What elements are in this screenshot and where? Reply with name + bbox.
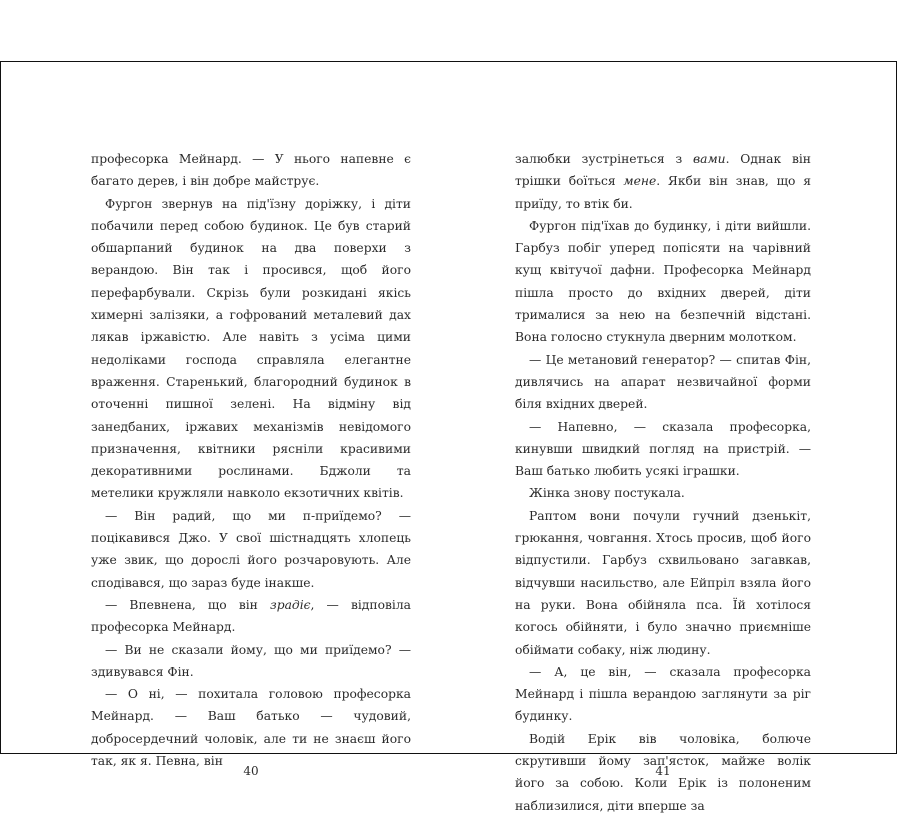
paragraph: Фургон звернув на під'їзну доріжку, і діти побачили перед собою будинок. Це був старий обшарпаний будинок на два поверхи з верандою. Він так і просився, щоб його перефарбували. Скрізь були розкидані якісь химерні залізяки, а гофрований металевий дах лякав іржавістю. Але навіть з усіма цими недоліками господа справляла елегантне враження. Старенький, благородний будинок в оточенні пишної зелені. На відміну від занедбаних, іржавих механізмів невідомого призначення, квітники рясніли красивими декоративними рослинами. Бджоли та метелики кружляли навколо екзотичних квітів.	[91, 196, 411, 501]
paragraph: Водій Ерік вів чоловіка, болюче скрутивши йому зап'ясток, майже волік його за собою. Коли Ерік із полоненим наблизилися, діти вперше за	[515, 731, 811, 813]
paragraph: — Ви не сказали йому, що ми приїдемо? — здивувався Фін.	[91, 642, 411, 679]
paragraph: — Напевно, — сказала професорка, кинувши швидкий погляд на пристрій. — Ваш батько любить усякі іграшки.	[515, 419, 811, 479]
paragraph	[91, 594, 411, 639]
paragraph: — А, це він, — сказала професорка Мейнард і пішла верандою заглянути за ріг будинку.	[515, 664, 811, 724]
emphasis: вами	[692, 152, 726, 166]
text-run: залюбки зустрінеться з	[515, 152, 693, 166]
text-run: . Якби він знав, що я приїду, то втік би.	[515, 174, 811, 211]
paragraph: Фургон під'їхав до будинку, і діти вийшли. Гарбуз побіг уперед попісяти на чарівний кущ квітучої дафни. Професорка Мейнард пішла просто до вхідних дверей, діти трималися за нею на безпечній відстані. Вона голосно стукнула дверним молотком.	[515, 218, 811, 345]
text-run: , — відповіла професорка Мейнард.	[91, 597, 411, 635]
paragraph: Раптом вони почули гучний дзенькіт, грюкання, човгання. Хтось просив, щоб його відпустили. Гарбуз схвильовано загавкав, відчувши насильство, але Ейпріл взяла його на руки. Вона обійняла пса. Їй хотілося когось обійняти, і було значно приємніше обіймати собаку, ніж людину.	[515, 508, 811, 657]
paragraph	[515, 148, 811, 215]
paragraph: — О ні, — похитала головою професорка Мейнард. — Ваш батько — чудовий, добросердечний чоловік, але ти не знаєш його так, як я. Певна, він	[91, 687, 411, 769]
emphasis: зрадіє	[269, 597, 311, 612]
paragraph: професорка Мейнард. — У нього напевне є багато дерев, і він добре майструє.	[91, 152, 411, 189]
emphasis: мене	[623, 174, 657, 189]
paragraph: — Він радий, що ми п-приїдемо? — поцікавився Джо. У свої шістнадцять хлопець уже звик, що дорослі його розчаровують. Але сподівався, що зараз буде інакше.	[91, 508, 411, 590]
text-run: . Однак він трішки боїться	[515, 152, 812, 189]
page-number: 41	[655, 764, 671, 778]
paragraph: — Це метановий генератор? — спитав Фін, дивлячись на апарат незвичайної форми біля вхідних дверей.	[515, 352, 811, 412]
paragraph: Жінка знову постукала.	[529, 486, 685, 501]
text-run: — Впевнена, що він	[105, 597, 270, 612]
page-number: 40	[243, 764, 259, 778]
book-spread-frame	[0, 61, 897, 813]
right-page	[515, 148, 811, 817]
left-page	[91, 148, 411, 778]
